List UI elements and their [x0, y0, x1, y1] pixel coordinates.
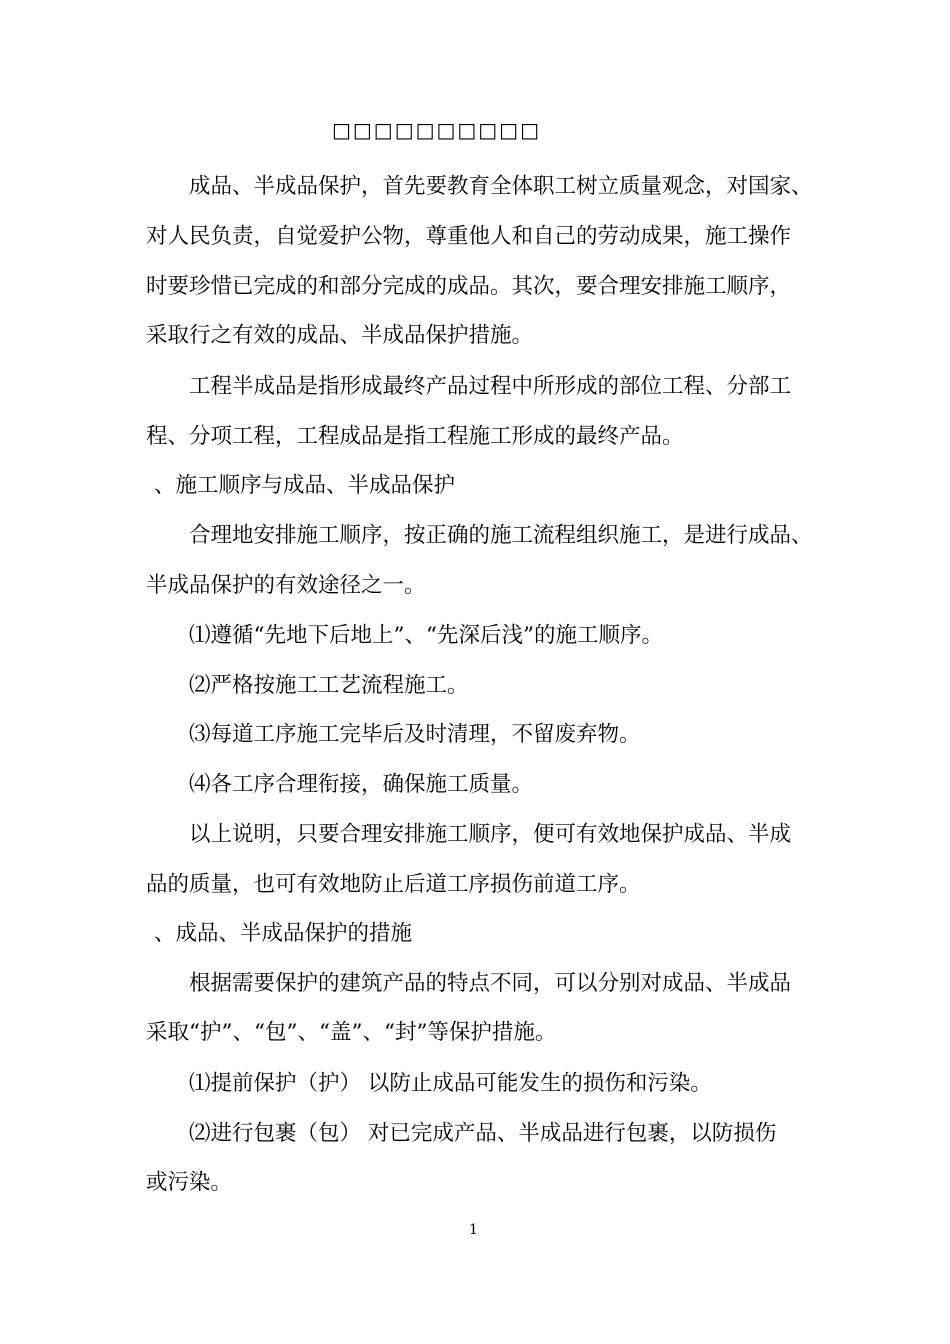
- paragraph-line: 半成品保护的有效途径之一。: [146, 573, 426, 598]
- page-number: 1: [469, 1222, 478, 1238]
- paragraph-line: 根据需要保护的建筑产品的特点不同，可以分别对成品、半成品: [189, 971, 792, 996]
- paragraph-line: 程、分项工程，工程成品是指工程施工形成的最终产品。: [146, 424, 684, 449]
- paragraph-line: 工程半成品是指形成最终产品过程中所形成的部位工程、分部工: [189, 374, 792, 399]
- paragraph-line: 成品、半成品保护，首先要教育全体职工树立质量观念，对国家、: [189, 174, 813, 199]
- paragraph-line: 以上说明，只要合理安排施工顺序，便可有效地保护成品、半成: [189, 822, 792, 847]
- document-title: □□□□□□□□□□: [332, 118, 541, 142]
- paragraph-line: 或污染。: [146, 1170, 233, 1195]
- paragraph-line: 时要珍惜已完成的和部分完成的成品。其次，要合理安排施工顺序，: [146, 274, 792, 299]
- section-heading: 、成品、半成品保护的措施: [154, 921, 413, 946]
- paragraph-line: 采取“护”、“包”、“盖”、“封”等保护措施。: [146, 1020, 557, 1045]
- list-item: ⑶每道工序施工完毕后及时清理，不留废弃物。: [189, 722, 641, 747]
- section-heading: 、施工顺序与成品、半成品保护: [154, 473, 456, 498]
- list-item: ⑴提前保护（护） 以防止成品可能发生的损伤和污染。: [189, 1071, 712, 1096]
- list-item: ⑵严格按施工工艺流程施工。: [189, 673, 469, 698]
- paragraph-line: 采取行之有效的成品、半成品保护措施。: [146, 323, 534, 348]
- list-item: ⑴遵循“先地下后地上”、“先深后浅”的施工顺序。: [189, 623, 663, 648]
- list-item: ⑵进行包裹（包） 对已完成产品、半成品进行包裹，以防损伤: [189, 1121, 777, 1146]
- paragraph-line: 品的质量，也可有效地防止后道工序损伤前道工序。: [146, 872, 641, 897]
- paragraph-line: 合理地安排施工顺序，按正确的施工流程组织施工，是进行成品、: [189, 523, 813, 548]
- list-item: ⑷各工序合理衔接，确保施工质量。: [189, 772, 534, 797]
- paragraph-line: 对人民负责，自觉爱护公物，尊重他人和自己的劳动成果，施工操作: [146, 224, 792, 249]
